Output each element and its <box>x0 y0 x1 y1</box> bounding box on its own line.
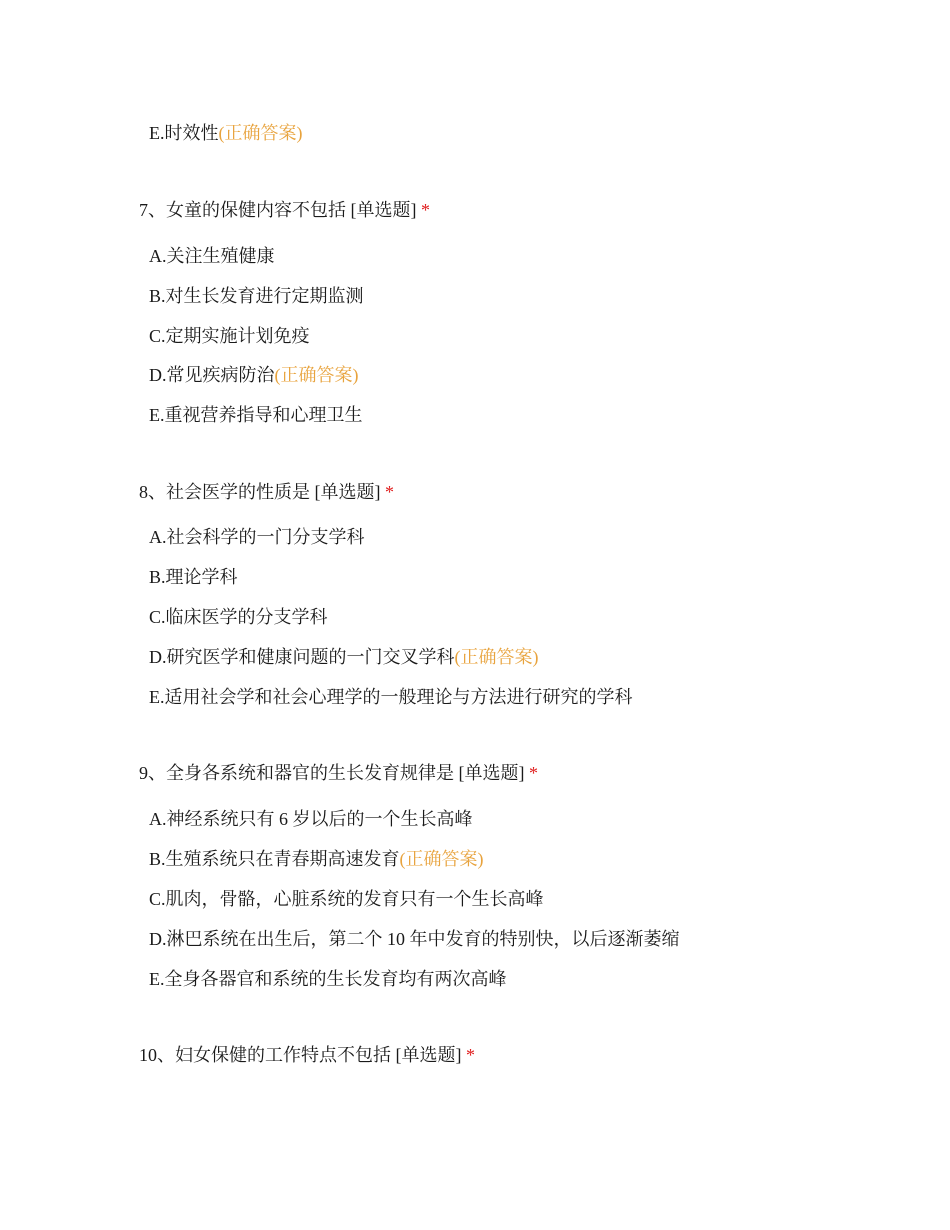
q9-option-e <box>149 967 507 991</box>
q7-option-c <box>149 324 310 348</box>
question-7-title <box>139 198 430 222</box>
required-mark: * <box>385 482 394 502</box>
required-mark: * <box>421 200 430 220</box>
option-text: B.对生长发育进行定期监测 <box>149 286 364 306</box>
question-9-title <box>139 761 538 785</box>
option-text: B.理论学科 <box>149 567 238 587</box>
question-8-title <box>139 480 394 504</box>
q7-option-d <box>149 363 359 387</box>
question-title: 8、社会医学的性质是 [单选题] <box>139 482 381 502</box>
option-text: D.淋巴系统在出生后，第二个 10 年中发育的特别快，以后逐渐萎缩 <box>149 929 680 949</box>
option-text: A.关注生殖健康 <box>149 246 275 266</box>
q9-option-b <box>149 847 484 871</box>
q8-option-c <box>149 605 328 629</box>
q8-option-a <box>149 525 365 549</box>
correct-answer-label: (正确答案) <box>274 365 359 385</box>
q8-option-d <box>149 645 539 669</box>
option-text: A.社会科学的一门分支学科 <box>149 527 365 547</box>
q9-option-a <box>149 807 473 831</box>
q9-option-c <box>149 887 544 911</box>
option-text: E.全身各器官和系统的生长发育均有两次高峰 <box>149 969 507 989</box>
question-10-title <box>139 1043 475 1067</box>
option-text: D.常见疾病防治 <box>149 365 275 385</box>
option-text: E.重视营养指导和心理卫生 <box>149 405 363 425</box>
correct-answer-label: (正确答案) <box>218 123 303 143</box>
correct-answer-label: (正确答案) <box>399 849 484 869</box>
q8-option-b <box>149 565 238 589</box>
option-text: B.生殖系统只在青春期高速发育 <box>149 849 400 869</box>
q7-option-b <box>149 284 364 308</box>
question-title: 7、女童的保健内容不包括 [单选题] <box>139 200 417 220</box>
option-text: C.定期实施计划免疫 <box>149 326 310 346</box>
question-title: 10、妇女保健的工作特点不包括 [单选题] <box>139 1045 462 1065</box>
q7-option-e <box>149 403 363 427</box>
correct-answer-label: (正确答案) <box>454 647 539 667</box>
option-text: E.时效性 <box>149 123 219 143</box>
option-text: C.肌肉，骨骼，心脏系统的发育只有一个生长高峰 <box>149 889 544 909</box>
required-mark: * <box>529 763 538 783</box>
option-text: D.研究医学和健康问题的一门交叉学科 <box>149 647 455 667</box>
required-mark: * <box>466 1045 475 1065</box>
option-text: E.适用社会学和社会心理学的一般理论与方法进行研究的学科 <box>149 687 633 707</box>
question-title: 9、全身各系统和器官的生长发育规律是 [单选题] <box>139 763 525 783</box>
q7-option-a <box>149 244 275 268</box>
option-e-prev <box>149 121 303 145</box>
option-text: A.神经系统只有 6 岁以后的一个生长高峰 <box>149 809 473 829</box>
q9-option-d <box>149 927 680 951</box>
q8-option-e <box>149 685 633 709</box>
option-text: C.临床医学的分支学科 <box>149 607 328 627</box>
